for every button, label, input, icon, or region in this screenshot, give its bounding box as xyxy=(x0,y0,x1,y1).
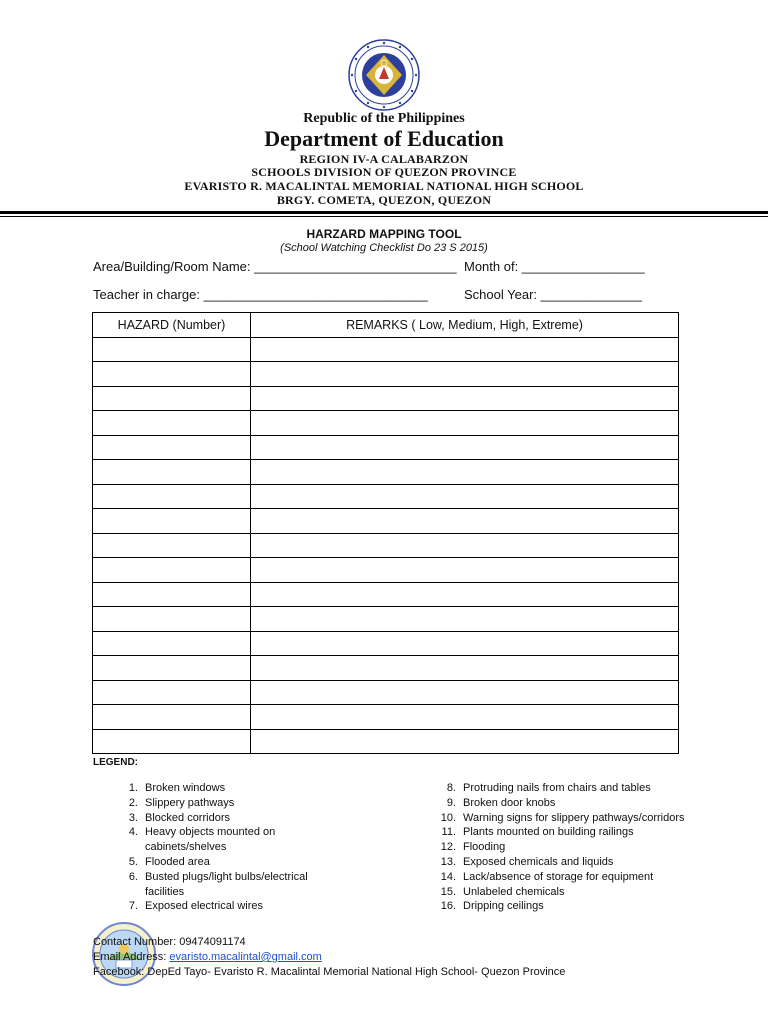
legend-item-number: 1. xyxy=(128,782,138,794)
legend-item-number: 6. xyxy=(128,870,138,883)
remarks-cell[interactable] xyxy=(251,509,679,534)
table-row xyxy=(93,680,679,705)
legend-item xyxy=(108,796,338,811)
hazard-number-cell[interactable] xyxy=(93,337,251,362)
legend-item-number: 5. xyxy=(128,855,138,868)
area-building-room-field[interactable]: Area/Building/Room Name: ____________________________ xyxy=(93,259,457,274)
remarks-cell[interactable] xyxy=(251,631,679,656)
table-header-row xyxy=(93,313,679,338)
legend-item-number: 11. xyxy=(441,826,456,839)
hazard-number-cell[interactable] xyxy=(93,729,251,754)
legend-item xyxy=(108,825,338,855)
republic-heading: Republic of the Philippines xyxy=(303,111,465,126)
legend-item xyxy=(108,811,338,826)
hazard-table-body xyxy=(93,337,679,754)
header-divider-thick xyxy=(0,211,768,214)
hazard-number-cell[interactable] xyxy=(93,435,251,460)
legend-item xyxy=(108,781,338,796)
hazard-number-cell[interactable] xyxy=(93,411,251,436)
remarks-cell[interactable] xyxy=(251,386,679,411)
address-line: BRGY. COMETA, QUEZON, QUEZON xyxy=(276,193,492,207)
deped-seal-logo xyxy=(348,39,420,111)
legend-item-number: 8. xyxy=(446,782,456,794)
legend-item-number: 12. xyxy=(440,841,456,854)
form-subtitle: (School Watching Checklist Do 23 S 2015) xyxy=(280,242,488,254)
legend-list-left xyxy=(108,781,338,914)
email-line xyxy=(93,951,322,963)
teacher-in-charge-field[interactable]: Teacher in charge: _______________________________ xyxy=(93,287,428,302)
remarks-cell[interactable] xyxy=(251,411,679,436)
email-label: Email Address: xyxy=(93,951,170,963)
legend-item-text: Plants mounted on building railings xyxy=(463,826,634,839)
contact-number: Contact Number: 09474091174 xyxy=(93,936,246,948)
hazard-number-cell[interactable] xyxy=(93,533,251,558)
hazard-number-cell[interactable] xyxy=(93,607,251,632)
legend-item-text: Protruding nails from chairs and tables xyxy=(463,782,651,794)
legend-item-text: Flooded area xyxy=(145,855,210,868)
legend-item-number: 2. xyxy=(128,796,138,809)
header-divider-thin xyxy=(0,216,768,217)
department-heading: Department of Education xyxy=(264,126,504,151)
legend-item xyxy=(426,825,686,840)
legend-item-number: 16. xyxy=(440,900,456,913)
hazard-number-cell[interactable] xyxy=(93,558,251,583)
hazard-number-cell[interactable] xyxy=(93,362,251,387)
legend-item xyxy=(426,840,686,855)
table-row xyxy=(93,582,679,607)
hazard-number-cell[interactable] xyxy=(93,631,251,656)
remarks-header: REMARKS ( Low, Medium, High, Extreme) xyxy=(251,313,679,338)
table-row xyxy=(93,386,679,411)
table-row xyxy=(93,337,679,362)
legend-item-text: Broken windows xyxy=(145,782,226,794)
remarks-cell[interactable] xyxy=(251,533,679,558)
legend-item-text: Busted plugs/light bulbs/electrical facilities xyxy=(145,870,308,898)
hazard-number-cell[interactable] xyxy=(93,386,251,411)
legend-item xyxy=(426,899,686,914)
hazard-number-cell[interactable] xyxy=(93,705,251,730)
legend-item-number: 9. xyxy=(446,796,456,809)
table-row xyxy=(93,509,679,534)
remarks-cell[interactable] xyxy=(251,435,679,460)
legend-item-text: Flooding xyxy=(463,841,506,854)
school-name-line: EVARISTO R. MACALINTAL MEMORIAL NATIONAL HIGH SCHOOL xyxy=(184,179,584,193)
legend-item-text: Unlabeled chemicals xyxy=(463,885,565,898)
legend-item-number: 15. xyxy=(440,885,456,898)
legend-item-number: 3. xyxy=(128,811,138,824)
table-row xyxy=(93,435,679,460)
table-row xyxy=(93,656,679,681)
legend-item-text: Lack/absence of storage for equipment xyxy=(463,870,654,883)
table-row xyxy=(93,607,679,632)
legend-item-text: Broken door knobs xyxy=(463,796,556,809)
remarks-cell[interactable] xyxy=(251,656,679,681)
region-line: REGION IV-A CALABARZON xyxy=(299,152,469,166)
remarks-cell[interactable] xyxy=(251,337,679,362)
hazard-number-cell[interactable] xyxy=(93,656,251,681)
remarks-cell[interactable] xyxy=(251,362,679,387)
table-row xyxy=(93,362,679,387)
legend-title: LEGEND: xyxy=(93,757,138,768)
remarks-cell[interactable] xyxy=(251,460,679,485)
facebook-line: Facebook: DepEd Tayo- Evaristo R. Macalintal Memorial National High School- Quezon Province xyxy=(93,966,566,978)
legend-item-text: Exposed electrical wires xyxy=(145,900,263,913)
legend-item-text: Exposed chemicals and liquids xyxy=(463,855,614,868)
remarks-cell[interactable] xyxy=(251,607,679,632)
legend-item-text: Warning signs for slippery pathways/corridors xyxy=(463,811,685,824)
remarks-cell[interactable] xyxy=(251,680,679,705)
remarks-cell[interactable] xyxy=(251,484,679,509)
legend-item xyxy=(426,885,686,900)
legend-item-number: 10. xyxy=(440,811,456,824)
hazard-number-cell[interactable] xyxy=(93,509,251,534)
hazard-number-cell[interactable] xyxy=(93,680,251,705)
legend-item-number: 14. xyxy=(440,870,456,883)
table-row xyxy=(93,729,679,754)
remarks-cell[interactable] xyxy=(251,558,679,583)
form-title: HARZARD MAPPING TOOL xyxy=(306,227,462,241)
legend-item-number: 7. xyxy=(128,900,138,913)
legend-item-text: Heavy objects mounted on cabinets/shelves xyxy=(145,826,276,854)
table-row xyxy=(93,460,679,485)
remarks-cell[interactable] xyxy=(251,705,679,730)
hazard-number-cell[interactable] xyxy=(93,582,251,607)
email-link[interactable]: evaristo.macalintal@gmail.com xyxy=(169,951,322,963)
legend-item-text: Blocked corridors xyxy=(145,811,230,824)
division-line: SCHOOLS DIVISION OF QUEZON PROVINCE xyxy=(251,165,517,179)
legend-item-text: Dripping ceilings xyxy=(463,900,544,913)
legend-item xyxy=(426,796,686,811)
hazard-number-cell[interactable] xyxy=(93,484,251,509)
remarks-cell[interactable] xyxy=(251,729,679,754)
legend-item xyxy=(426,811,686,826)
table-row xyxy=(93,411,679,436)
table-row xyxy=(93,631,679,656)
legend-item xyxy=(108,899,338,914)
legend-item-number: 13. xyxy=(440,855,456,868)
remarks-cell[interactable] xyxy=(251,582,679,607)
legend-item xyxy=(108,855,338,870)
hazard-table xyxy=(92,312,679,754)
month-field[interactable]: Month of: _________________ xyxy=(464,259,645,274)
hazard-number-cell[interactable] xyxy=(93,460,251,485)
legend-list-right xyxy=(426,781,686,914)
table-row xyxy=(93,705,679,730)
legend-item xyxy=(108,870,338,900)
hazard-number-header: HAZARD (Number) xyxy=(93,313,251,338)
legend-item-number: 4. xyxy=(128,826,138,839)
legend-item xyxy=(426,781,686,796)
table-row xyxy=(93,533,679,558)
legend-item xyxy=(426,855,686,870)
school-year-field[interactable]: School Year: ______________ xyxy=(464,287,642,302)
table-row xyxy=(93,558,679,583)
table-row xyxy=(93,484,679,509)
legend-item-text: Slippery pathways xyxy=(145,796,235,809)
legend-item xyxy=(426,870,686,885)
